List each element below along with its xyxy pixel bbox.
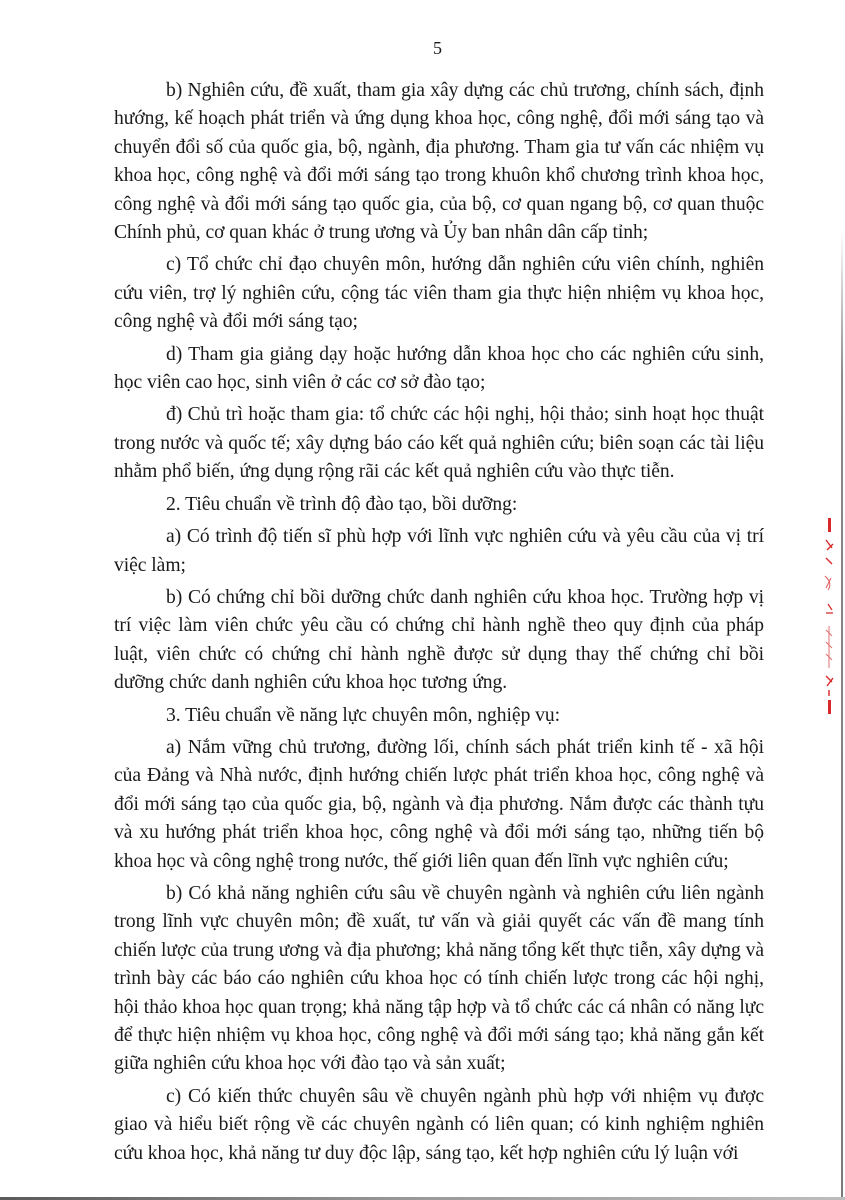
- paragraph-3c-expert-knowledge: c) Có kiến thức chuyên sâu về chuyên ngành phù hợp với nhiệm vụ được giao và hiểu biết rộng về các chuyên ngành có liên quan; có kinh nghiệm nghiên cứu khoa học, khả năng tư duy độc lập, sáng tạo, kết hợp nghiên cứu lý luận với: [114, 1085, 764, 1164]
- paragraph-2a-doctorate: a) Có trình độ tiến sĩ phù hợp với lĩnh vực nghiên cứu và yêu cầu của vị trí việc làm;: [114, 526, 764, 576]
- scan-right-edge: [841, 230, 843, 1200]
- stamp-stroke: [825, 576, 831, 590]
- paragraph-3b-research-capacity: b) Có khả năng nghiên cứu sâu về chuyên ngành và nghiên cứu liên ngành trong lĩnh vực chuyên môn; đề xuất, tư vấn và giải quyết các vấn đề mang tính chiến lược của trung ương và địa phương; khả năng tổng kết thực tiễn, xây dựng và trình bày các báo cáo nghiên cứu khoa học có tính chiến lược trong các hội nghị, hội thảo khoa học quan trọng; khả năng tập hợp và tổ chức các cá nhân có năng lực để thực hiện nhiệm vụ khoa học, công nghệ và đổi mới sáng tạo; khả năng gắn kết giữa nghiên cứu khoa học với đào tạo và sản xuất;: [114, 882, 764, 1075]
- stamp-stroke: [826, 626, 832, 668]
- paragraph-3a-policy-knowledge: a) Nắm vững chủ trương, đường lối, chính sách phát triển kinh tế - xã hội của Đảng và Nhà nước, định hướng chiến lược phát triển khoa học, công nghệ và đổi mới sáng tạo của quốc gia, bộ, ngành và địa phương. Nắm được các thành tựu và xu hướng phát triển khoa học, công nghệ và đổi mới sáng tạo, những tiến bộ khoa học và công nghệ trong nước, thế giới liên quan đến lĩnh vực nghiên cứu;: [114, 736, 764, 872]
- document-body: [114, 77, 764, 1172]
- paragraph-1b-research-proposal: b) Nghiên cứu, đề xuất, tham gia xây dựng các chủ trương, chính sách, định hướng, kế hoạch phát triển và ứng dụng khoa học, công nghệ, đổi mới sáng tạo và chuyển đổi số của quốc gia, bộ, ngành, địa phương. Tham gia tư vấn các nhiệm vụ khoa học, công nghệ và đổi mới sáng tạo trong khuôn khổ chương trình khoa học, công nghệ và đổi mới sáng tạo quốc gia, của bộ, cơ quan ngang bộ, cơ quan thuộc Chính phủ, cơ quan khác ở trung ương và Ủy ban nhân dân cấp tỉnh;: [114, 80, 764, 244]
- section-heading-3-competency-standards: 3. Tiêu chuẩn về năng lực chuyên môn, nghiệp vụ:: [166, 704, 561, 726]
- paragraph-1d-teaching: d) Tham gia giảng dạy hoặc hướng dẫn khoa học cho các nghiên cứu sinh, học viên cao học, sinh viên ở các cơ sở đào tạo;: [114, 343, 764, 394]
- red-stamp-mark: [820, 518, 840, 714]
- stamp-bar-top: [828, 518, 831, 532]
- paragraph-2b-certificate: b) Có chứng chỉ bồi dưỡng chức danh nghiên cứu khoa học. Trường hợp vị trí việc làm viên chức yêu cầu có chứng chỉ hành nghề theo quy định của pháp luật, viên chức có chứng chỉ hành nghề được sử dụng thay thế chứng chỉ bồi dưỡng chức danh nghiên cứu khoa học tương ứng.: [114, 586, 764, 694]
- paragraph-1dd-conferences: đ) Chủ trì hoặc tham gia: tổ chức các hội nghị, hội thảo; sinh hoạt học thuật trong nước và quốc tế; xây dựng báo cáo kết quả nghiên cứu; biên soạn các tài liệu nhằm phổ biến, ứng dụng rộng rãi các kết quả nghiên cứu vào thực tiễn.: [114, 404, 764, 483]
- stamp-bar-bottom: [828, 700, 831, 714]
- stamp-stroke: [826, 676, 833, 696]
- page-number: 5: [433, 38, 442, 58]
- stamp-stroke: [826, 540, 833, 564]
- section-heading-2-training-standards: 2. Tiêu chuẩn về trình độ đào tạo, bồi dưỡng:: [166, 493, 518, 515]
- paragraph-1c-professional-direction: c) Tổ chức chỉ đạo chuyên môn, hướng dẫn nghiên cứu viên chính, nghiên cứu viên, trợ lý nghiên cứu, cộng tác viên tham gia thực hiện nhiệm vụ khoa học, công nghệ và đổi mới sáng tạo;: [114, 254, 764, 333]
- stamp-stroke: [826, 604, 833, 613]
